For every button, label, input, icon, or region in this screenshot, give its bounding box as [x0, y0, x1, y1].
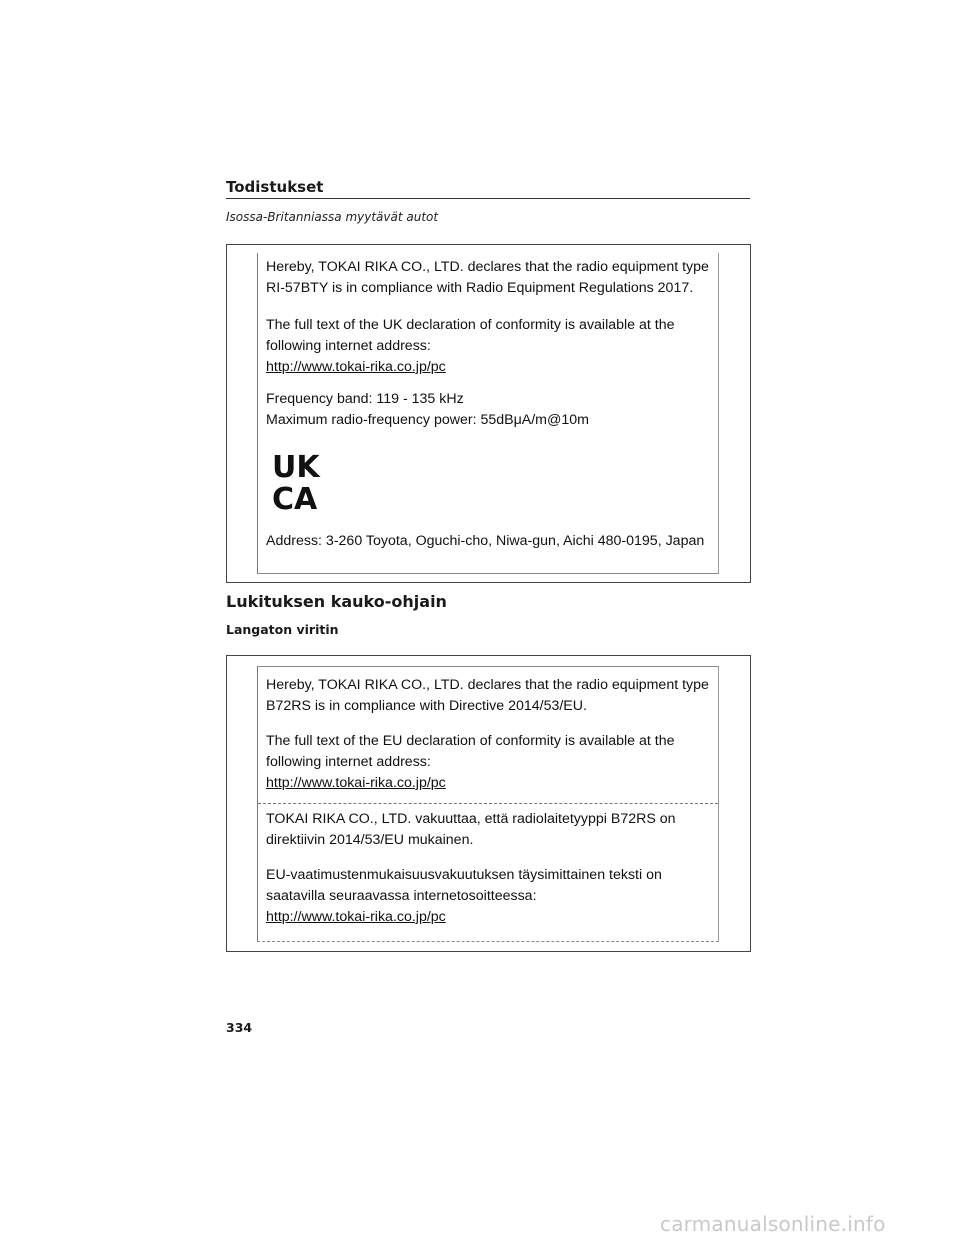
uk-declaration-frame — [226, 244, 751, 583]
eu-declaration-frame — [226, 655, 751, 952]
frequency-band: Frequency band: 119 - 135 kHz — [266, 391, 464, 407]
ukca-mark-bottom: CA — [272, 482, 318, 511]
eu-declaration-line2: B72RS is in compliance with Directive 2014/53/EU. — [266, 698, 587, 714]
eu-declaration-scan — [257, 666, 719, 942]
uk-declaration-line2: RI-57BTY is in compliance with Radio Equipment Regulations 2017. — [266, 280, 694, 296]
ukca-mark-graphic — [272, 451, 330, 511]
header-rule — [226, 198, 750, 199]
ukca-mark-top: UK — [272, 451, 320, 485]
section2-subtitle: Langaton viritin — [226, 622, 339, 637]
fi-declaration-line1: TOKAI RIKA CO., LTD. vakuuttaa, että radiolaitetyyppi B72RS on — [266, 811, 676, 827]
watermark: carmanualsonline.info — [660, 1212, 886, 1236]
uk-declaration-scan — [257, 253, 719, 574]
eu-fulltext-line2: following internet address: — [266, 754, 431, 770]
uk-fulltext-line1: The full text of the UK declaration of conformity is available at the — [266, 317, 675, 333]
manufacturer-address: Address: 3-260 Toyota, Oguchi-cho, Niwa-gun, Aichi 480-0195, Japan — [266, 533, 705, 549]
eu-declaration-link[interactable]: http://www.tokai-rika.co.jp/pc — [266, 775, 446, 791]
fi-declaration-link[interactable]: http://www.tokai-rika.co.jp/pc — [266, 909, 446, 925]
eu-declaration-line1: Hereby, TOKAI RIKA CO., LTD. declares that the radio equipment type — [266, 677, 709, 693]
section-subtitle: Isossa-Britanniassa myytävät autot — [226, 210, 439, 224]
max-rf-power: Maximum radio-frequency power: 55dBμA/m@10m — [266, 412, 590, 428]
language-divider — [258, 803, 718, 804]
fi-fulltext-line1: EU-vaatimustenmukaisuusvakuutuksen täysimittainen teksti on — [266, 867, 662, 883]
section-title: Todistukset — [226, 178, 324, 196]
fi-declaration-line2: direktiivin 2014/53/EU mukainen. — [266, 832, 474, 848]
fi-fulltext-line2: saatavilla seuraavassa internetosoitteessa: — [266, 888, 537, 904]
section2-title: Lukituksen kauko-ohjain — [226, 592, 447, 611]
uk-declaration-line1: Hereby, TOKAI RIKA CO., LTD. declares that the radio equipment type — [266, 259, 709, 275]
uk-declaration-link[interactable]: http://www.tokai-rika.co.jp/pc — [266, 359, 446, 375]
ukca-mark — [272, 451, 330, 511]
uk-fulltext-line2: following internet address: — [266, 338, 431, 354]
eu-fulltext-line1: The full text of the EU declaration of conformity is available at the — [266, 733, 675, 749]
page-number: 334 — [226, 1020, 253, 1035]
